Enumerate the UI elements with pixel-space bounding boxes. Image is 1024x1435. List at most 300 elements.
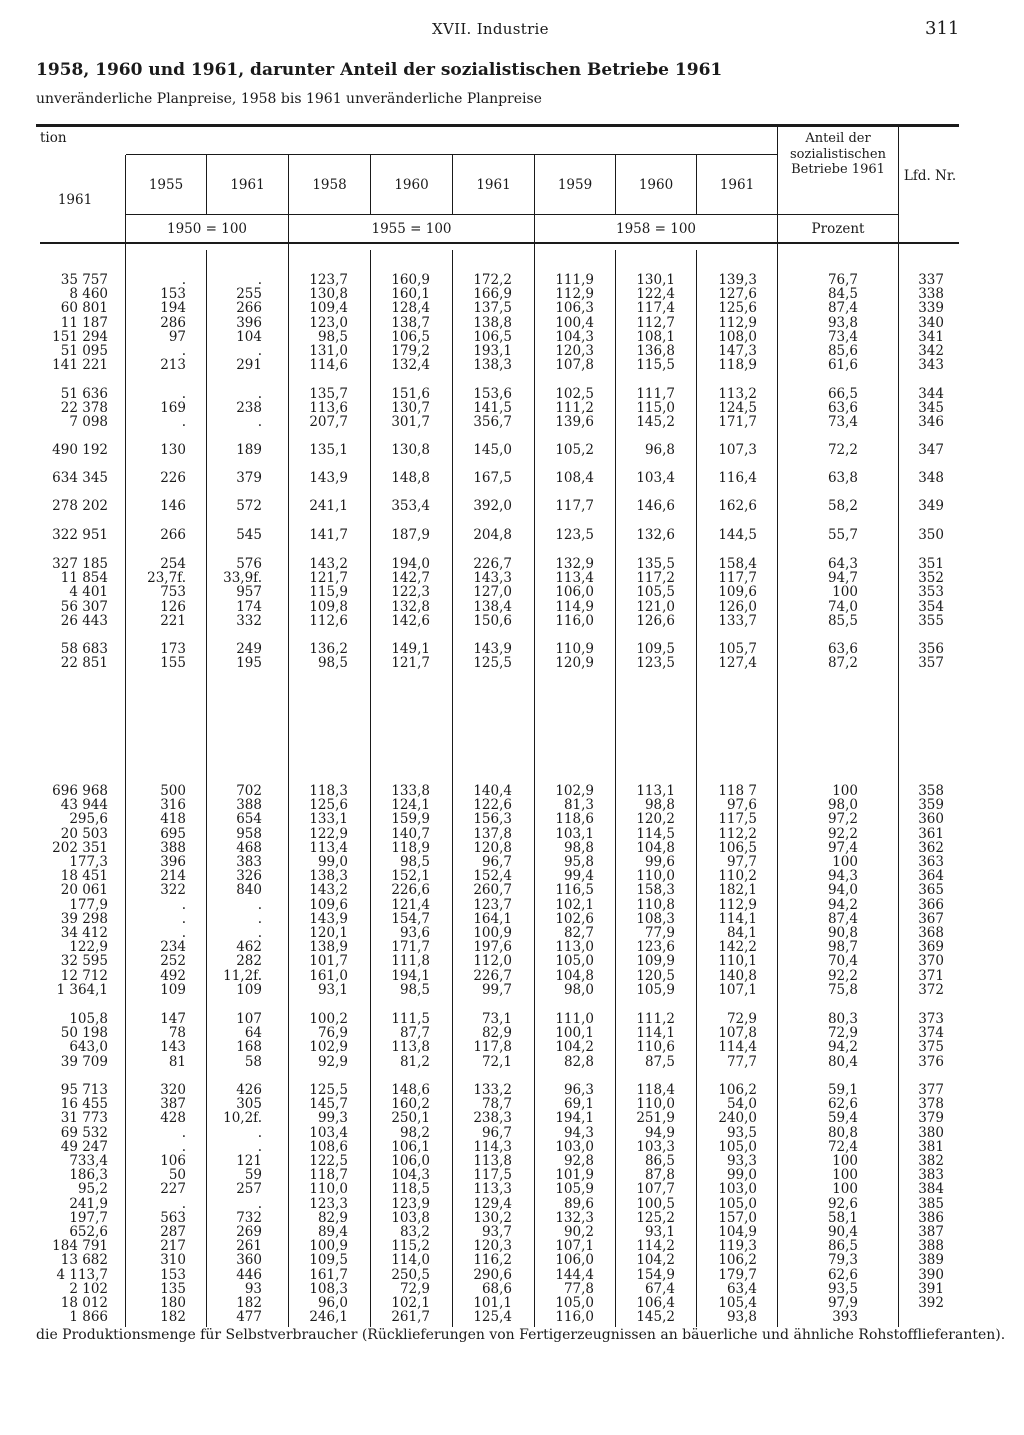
index-1961-base1955: 138,3: [473, 357, 512, 374]
value-1961: 295,6: [69, 811, 108, 828]
index-1958-base1955: 130,8: [309, 286, 348, 303]
index-1955-base1950: 234: [160, 939, 186, 956]
index-1961-base1955: 137,5: [473, 300, 512, 317]
index-1960-base1955: 142,6: [391, 612, 430, 629]
index-1958-base1955: 207,7: [309, 414, 348, 431]
header-year: 1961: [476, 177, 511, 193]
share-socialist: 86,5: [827, 1238, 858, 1255]
index-1955-base1950: 169: [160, 400, 186, 417]
index-1959-base1958: 105,0: [555, 953, 594, 970]
index-1959-base1958: 116,0: [555, 1309, 594, 1326]
header-year: 1961: [719, 177, 755, 193]
index-1961-base1958: 107,1: [718, 981, 757, 998]
index-1958-base1955: 120,1: [309, 925, 348, 941]
value-1961: 8 460: [69, 286, 108, 303]
index-1955-base1950: 182: [160, 1309, 186, 1326]
index-1960-base1955: 93,6: [399, 925, 430, 941]
index-1959-base1958: 105,2: [555, 442, 594, 458]
index-1961-base1950: 182: [236, 1295, 262, 1311]
index-1955-base1950: 563: [160, 1209, 186, 1226]
index-1958-base1955: 161,0: [309, 967, 348, 984]
index-1955-base1950: 254: [160, 556, 186, 572]
index-1961-base1958: 114,1: [718, 910, 757, 927]
share-socialist: 93,5: [827, 1280, 858, 1297]
index-1961-base1958: 93,8: [726, 1309, 757, 1326]
value-1961: 241,9: [69, 1195, 108, 1212]
index-1955-base1950: 316: [160, 797, 186, 814]
index-1960-base1958: 112,7: [636, 314, 675, 331]
index-1961-base1950: 189: [236, 442, 262, 458]
index-1960-base1955: 106,0: [391, 1153, 430, 1169]
index-1961-base1950: 332: [236, 612, 262, 629]
index-1961-base1950: 11,2f.: [223, 967, 262, 984]
index-1961-base1950: 58: [244, 1053, 262, 1070]
index-1959-base1958: 132,9: [555, 556, 594, 572]
index-1958-base1955: 143,2: [309, 882, 348, 899]
index-1961-base1955: 125,4: [473, 1309, 512, 1326]
index-1958-base1955: 98,5: [317, 655, 348, 672]
index-1961-base1958: 119,3: [718, 1238, 757, 1255]
value-1961: 202 351: [52, 839, 108, 856]
row-number: 363: [918, 854, 944, 870]
row-number: 370: [918, 953, 944, 970]
index-1958-base1955: 93,1: [317, 981, 348, 998]
index-1960-base1958: 87,8: [644, 1167, 675, 1184]
header-year: 1961: [230, 177, 265, 193]
value-1961: 197,7: [69, 1209, 108, 1226]
index-1959-base1958: 92,8: [563, 1153, 594, 1169]
index-1960-base1955: 72,9: [399, 1280, 430, 1297]
index-1959-base1958: 98,0: [563, 981, 594, 998]
index-1958-base1955: 113,4: [309, 839, 348, 856]
index-1960-base1958: 145,2: [636, 1309, 675, 1326]
value-1961: 39 709: [60, 1053, 108, 1070]
value-1961: 122,9: [69, 939, 108, 956]
index-1959-base1958: 104,8: [555, 967, 594, 984]
index-1959-base1958: 69,1: [563, 1096, 594, 1113]
row-number: 342: [918, 343, 944, 359]
index-1955-base1950: 388: [160, 839, 186, 856]
value-1961: 50 198: [60, 1025, 108, 1042]
value-1961: 7 098: [69, 414, 108, 431]
index-1959-base1958: 102,5: [555, 386, 594, 402]
index-1961-base1950: 109: [236, 981, 262, 998]
footnote: die Produktionsmenge für Selbstverbraucher (Rücklieferungen von Fertigerzeugnissen an bäuerliche und ähnliche Rohstofflieferanten).: [36, 1327, 1006, 1343]
value-1961: 177,3: [69, 854, 108, 870]
index-1958-base1955: 123,7: [309, 272, 348, 288]
index-1959-base1958: 100,4: [555, 314, 594, 331]
value-1961: 95 713: [60, 1082, 108, 1098]
table-head-rule: [40, 242, 959, 244]
index-1958-base1955: 99,3: [317, 1110, 348, 1127]
index-1955-base1950: .: [181, 386, 186, 402]
index-1955-base1950: .: [181, 1138, 186, 1155]
index-1960-base1955: 160,1: [391, 286, 430, 303]
index-1955-base1950: 266: [160, 527, 186, 543]
index-1955-base1950: 753: [160, 584, 186, 601]
index-1959-base1958: 103,0: [555, 1138, 594, 1155]
index-1961-base1950: 576: [236, 556, 262, 572]
index-1960-base1955: 123,9: [391, 1195, 430, 1212]
index-1959-base1958: 81,3: [563, 797, 594, 814]
value-1961: 151 294: [52, 328, 108, 345]
share-socialist: 87,4: [827, 300, 858, 317]
index-1955-base1950: 173: [160, 641, 186, 657]
value-1961: 278 202: [52, 498, 108, 514]
row-number: 373: [918, 1011, 944, 1027]
index-1960-base1958: 103,3: [636, 1138, 675, 1155]
value-1961: 20 503: [60, 825, 108, 842]
row-number: 368: [918, 925, 944, 941]
index-1961-base1955: 133,2: [473, 1082, 512, 1098]
index-1961-base1958: 105,4: [718, 1295, 757, 1311]
row-number: 367: [918, 910, 944, 927]
index-1955-base1950: 310: [160, 1252, 186, 1269]
index-1960-base1955: 142,7: [391, 570, 430, 587]
chapter-title: XVII. Industrie: [432, 20, 549, 38]
index-1961-base1958: 117,5: [718, 811, 757, 828]
index-1955-base1950: 226: [160, 470, 186, 486]
share-socialist: 55,7: [827, 527, 858, 543]
index-1960-base1955: 98,2: [399, 1124, 430, 1141]
index-1961-base1958: 108,0: [718, 328, 757, 345]
index-1960-base1955: 111,5: [391, 1011, 430, 1027]
index-1960-base1955: 118,5: [391, 1181, 430, 1198]
index-1958-base1955: 138,9: [309, 939, 348, 956]
index-1961-base1955: 106,5: [473, 328, 512, 345]
index-1960-base1958: 98,8: [644, 797, 675, 814]
index-1961-base1950: 93: [244, 1280, 262, 1297]
index-1955-base1950: 194: [160, 300, 186, 317]
row-number: 379: [918, 1110, 944, 1127]
index-1961-base1950: 121: [236, 1153, 262, 1169]
share-socialist: 59,1: [827, 1082, 858, 1098]
row-number: 382: [918, 1153, 944, 1169]
index-1960-base1955: 104,3: [391, 1167, 430, 1184]
share-socialist: 72,9: [827, 1025, 858, 1042]
index-1955-base1950: 50: [168, 1167, 186, 1184]
index-1955-base1950: 153: [160, 1266, 186, 1283]
index-1961-base1955: 152,4: [473, 868, 512, 885]
value-1961: 20 061: [60, 882, 108, 899]
index-1961-base1950: 654: [236, 811, 262, 828]
share-socialist: 98,0: [827, 797, 858, 814]
index-1961-base1955: 145,0: [473, 442, 512, 458]
index-1959-base1958: 89,6: [563, 1195, 594, 1212]
value-1961: 733,4: [69, 1153, 108, 1169]
index-1961-base1958: 103,0: [718, 1181, 757, 1198]
index-1961-base1950: 468: [236, 839, 262, 856]
row-number: 339: [918, 300, 944, 317]
row-number: 351: [918, 556, 944, 572]
index-1961-base1958: 93,5: [726, 1124, 757, 1141]
index-1961-base1958: 114,4: [718, 1039, 757, 1056]
index-1958-base1955: 109,8: [309, 598, 348, 615]
index-1960-base1955: 130,8: [391, 442, 430, 458]
index-1961-base1950: .: [257, 896, 262, 913]
index-1961-base1958: 106,5: [718, 839, 757, 856]
value-1961: 490 192: [52, 442, 108, 458]
index-1961-base1958: 113,2: [718, 386, 757, 402]
value-1961: 322 951: [52, 527, 108, 543]
index-1960-base1958: 105,5: [636, 584, 675, 601]
index-1955-base1950: 286: [160, 314, 186, 331]
index-1960-base1958: 106,4: [636, 1295, 675, 1311]
index-1961-base1958: 147,3: [718, 343, 757, 359]
index-1961-base1955: 116,2: [473, 1252, 512, 1269]
index-1961-base1955: 82,9: [481, 1025, 512, 1042]
value-1961: 58 683: [60, 641, 108, 657]
row-number: 338: [918, 286, 944, 303]
index-1961-base1958: 162,6: [718, 498, 757, 514]
value-1961: 186,3: [69, 1167, 108, 1184]
index-1960-base1955: 140,7: [391, 825, 430, 842]
index-1955-base1950: .: [181, 1124, 186, 1141]
index-1959-base1958: 111,9: [555, 272, 594, 288]
share-socialist: 76,7: [827, 272, 858, 288]
index-1959-base1958: 104,3: [555, 328, 594, 345]
index-1955-base1950: 387: [160, 1096, 186, 1113]
index-1960-base1958: 99,6: [644, 854, 675, 870]
row-number: 365: [918, 882, 944, 899]
index-1960-base1958: 110,0: [636, 1096, 675, 1113]
index-1960-base1958: 113,1: [636, 783, 675, 799]
index-1958-base1955: 92,9: [317, 1053, 348, 1070]
index-1960-base1958: 109,5: [636, 641, 675, 657]
value-1961: 26 443: [60, 612, 108, 629]
row-number: 358: [918, 783, 944, 799]
index-1960-base1955: 250,5: [391, 1266, 430, 1283]
header-year: 1959: [557, 177, 593, 193]
row-number: 391: [918, 1280, 944, 1297]
index-1961-base1950: 545: [236, 527, 262, 543]
index-1961-base1958: 97,6: [726, 797, 757, 814]
share-socialist: 84,5: [827, 286, 858, 303]
index-1961-base1955: 238,3: [473, 1110, 512, 1127]
index-1960-base1958: 67,4: [644, 1280, 675, 1297]
index-1959-base1958: 106,0: [555, 1252, 594, 1269]
index-1961-base1958: 158,4: [718, 556, 757, 572]
index-1960-base1955: 81,2: [399, 1053, 430, 1070]
index-1960-base1955: 226,6: [391, 882, 430, 899]
index-1960-base1958: 108,3: [636, 910, 675, 927]
index-1958-base1955: 100,9: [309, 1238, 348, 1255]
row-number: 372: [918, 981, 944, 998]
index-1961-base1955: 123,7: [473, 896, 512, 913]
index-1959-base1958: 132,3: [555, 1209, 594, 1226]
index-1960-base1955: 250,1: [391, 1110, 430, 1127]
share-socialist: 63,8: [827, 470, 858, 486]
row-number: 385: [918, 1195, 944, 1212]
index-1960-base1958: 114,1: [636, 1025, 675, 1042]
row-number: 356: [918, 641, 944, 657]
index-1955-base1950: 492: [160, 967, 186, 984]
index-1959-base1958: 99,4: [563, 868, 594, 885]
index-1961-base1950: 238: [236, 400, 262, 417]
row-number: 343: [918, 357, 944, 374]
index-1958-base1955: 110,0: [309, 1181, 348, 1198]
index-1961-base1950: 195: [236, 655, 262, 672]
value-1961: 1 866: [69, 1309, 108, 1326]
index-1961-base1950: 305: [236, 1096, 262, 1113]
row-number: 375: [918, 1039, 944, 1056]
share-socialist: 80,3: [827, 1011, 858, 1027]
index-1961-base1955: 78,7: [481, 1096, 512, 1113]
index-1959-base1958: 112,9: [555, 286, 594, 303]
index-1961-base1955: 141,5: [473, 400, 512, 417]
index-1959-base1958: 117,7: [555, 498, 594, 514]
index-1961-base1950: 249: [236, 641, 262, 657]
index-1961-base1955: 150,6: [473, 612, 512, 629]
page-number: 311: [925, 18, 960, 39]
index-1960-base1955: 194,0: [391, 556, 430, 572]
index-1955-base1950: 428: [160, 1110, 186, 1127]
index-1959-base1958: 82,7: [563, 925, 594, 941]
index-1958-base1955: 99,0: [317, 854, 348, 870]
index-1955-base1950: 126: [160, 598, 186, 615]
index-1961-base1958: 109,6: [718, 584, 757, 601]
share-socialist: 87,4: [827, 910, 858, 927]
index-1960-base1958: 123,6: [636, 939, 675, 956]
index-1961-base1950: 269: [236, 1224, 262, 1240]
index-1955-base1950: .: [181, 925, 186, 941]
index-1960-base1955: 121,7: [391, 655, 430, 672]
header-fragment: tion: [40, 130, 67, 146]
value-1961: 643,0: [69, 1039, 108, 1056]
value-1961: 2 102: [69, 1280, 108, 1297]
index-1961-base1958: 179,7: [718, 1266, 757, 1283]
row-number: 384: [918, 1181, 944, 1198]
index-1961-base1955: 138,8: [473, 314, 512, 331]
row-number: 345: [918, 400, 944, 417]
index-1961-base1950: 477: [236, 1309, 262, 1326]
index-1961-base1950: 107: [236, 1011, 262, 1027]
index-1961-base1950: .: [257, 910, 262, 927]
index-1958-base1955: 115,9: [309, 584, 348, 601]
index-1961-base1955: 137,8: [473, 825, 512, 842]
index-1961-base1955: 153,6: [473, 386, 512, 402]
index-1958-base1955: 143,9: [309, 470, 348, 486]
row-number: 386: [918, 1209, 944, 1226]
value-1961: 18 451: [60, 868, 108, 885]
index-1958-base1955: 118,7: [309, 1167, 348, 1184]
share-socialist: 80,8: [827, 1124, 858, 1141]
header-year: 1960: [638, 177, 674, 193]
index-1959-base1958: 116,0: [555, 612, 594, 629]
index-1958-base1955: 123,0: [309, 314, 348, 331]
index-1958-base1955: 135,1: [309, 442, 348, 458]
index-1955-base1950: 143: [160, 1039, 186, 1056]
index-1960-base1955: 149,1: [391, 641, 430, 657]
index-1961-base1958: 157,0: [718, 1209, 757, 1226]
index-1960-base1955: 103,8: [391, 1209, 430, 1226]
index-1961-base1950: 732: [236, 1209, 262, 1226]
index-1959-base1958: 102,9: [555, 783, 594, 799]
index-1960-base1955: 154,7: [391, 910, 430, 927]
share-socialist: 62,6: [827, 1266, 858, 1283]
index-1961-base1955: 114,3: [473, 1138, 512, 1155]
index-1958-base1955: 89,4: [317, 1224, 348, 1240]
index-1961-base1955: 93,7: [481, 1224, 512, 1240]
index-1955-base1950: 217: [160, 1238, 186, 1255]
index-1960-base1958: 136,8: [636, 343, 675, 359]
row-number: 346: [918, 414, 944, 431]
index-1961-base1950: 255: [236, 286, 262, 303]
index-1958-base1955: 76,9: [317, 1025, 348, 1042]
index-1960-base1958: 111,2: [636, 1011, 675, 1027]
index-1961-base1955: 197,6: [473, 939, 512, 956]
row-number: 360: [918, 811, 944, 828]
index-1961-base1958: 84,1: [726, 925, 757, 941]
share-socialist: 94,0: [827, 882, 858, 899]
index-1955-base1950: .: [181, 343, 186, 359]
index-1961-base1958: 112,9: [718, 314, 757, 331]
index-1959-base1958: 102,1: [555, 896, 594, 913]
index-1961-base1958: 118,9: [718, 357, 757, 374]
index-1955-base1950: 221: [160, 612, 186, 629]
index-1959-base1958: 144,4: [555, 1266, 594, 1283]
index-1955-base1950: 97: [168, 328, 186, 345]
value-1961: 34 412: [60, 925, 108, 941]
index-1960-base1955: 353,4: [391, 498, 430, 514]
index-1960-base1955: 138,7: [391, 314, 430, 331]
index-1961-base1958: 72,9: [726, 1011, 757, 1027]
index-1961-base1950: 360: [236, 1252, 262, 1269]
share-socialist: 100: [832, 1167, 858, 1184]
value-1961: 56 307: [60, 598, 108, 615]
index-1961-base1955: 204,8: [473, 527, 512, 543]
index-1961-base1958: 107,3: [718, 442, 757, 458]
share-socialist: 100: [832, 1153, 858, 1169]
index-1961-base1958: 127,4: [718, 655, 757, 672]
index-1961-base1950: 64: [244, 1025, 262, 1042]
value-1961: 1 364,1: [56, 981, 108, 998]
index-1959-base1958: 104,2: [555, 1039, 594, 1056]
index-1961-base1950: 396: [236, 314, 262, 331]
index-1960-base1958: 105,9: [636, 981, 675, 998]
index-1961-base1958: 110,2: [718, 868, 757, 885]
index-1960-base1955: 159,9: [391, 811, 430, 828]
value-1961: 105,8: [69, 1011, 108, 1027]
index-1961-base1958: 116,4: [718, 470, 757, 486]
index-1955-base1950: 320: [160, 1082, 186, 1098]
index-1959-base1958: 95,8: [563, 854, 594, 870]
index-1961-base1958: 112,9: [718, 896, 757, 913]
index-1960-base1958: 100,5: [636, 1195, 675, 1212]
base-group-rule: [126, 214, 899, 215]
index-1960-base1958: 132,6: [636, 527, 675, 543]
index-1961-base1955: 226,7: [473, 556, 512, 572]
share-socialist: 94,7: [827, 570, 858, 587]
index-1960-base1955: 118,9: [391, 839, 430, 856]
index-1961-base1950: .: [257, 414, 262, 431]
index-1959-base1958: 101,9: [555, 1167, 594, 1184]
index-1955-base1950: 287: [160, 1224, 186, 1240]
row-number: 355: [918, 612, 944, 629]
share-socialist: 61,6: [827, 357, 858, 374]
index-1961-base1950: 958: [236, 825, 262, 842]
index-1961-base1950: 383: [236, 854, 262, 870]
index-1960-base1955: 128,4: [391, 300, 430, 317]
row-number: 361: [918, 825, 944, 842]
row-number: 359: [918, 797, 944, 814]
value-1961: 18 012: [60, 1295, 108, 1311]
row-number: 353: [918, 584, 944, 601]
index-1958-base1955: 143,9: [309, 910, 348, 927]
index-1961-base1950: 388: [236, 797, 262, 814]
share-socialist: 100: [832, 584, 858, 601]
index-1959-base1958: 94,3: [563, 1124, 594, 1141]
